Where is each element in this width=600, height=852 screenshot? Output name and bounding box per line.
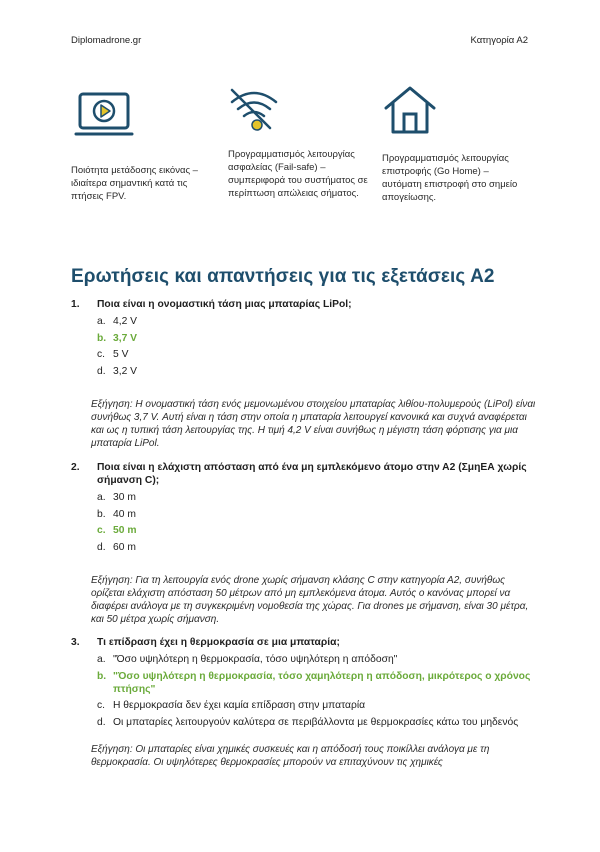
question-text: Τι επίδραση έχει η θερμοκρασία σε μια μπαταρία;: [97, 637, 340, 648]
answer-option: d. 60 m: [97, 541, 136, 553]
answer-option: d. 3,2 V: [97, 365, 138, 377]
answer-option: d. Οι μπαταρίες λειτουργούν καλύτερα σε περιβάλλοντα με θερμοκρασίες κάτω του μηδενός: [97, 716, 519, 728]
answer-option: a. 4,2 V: [97, 316, 138, 327]
question-number: 1.: [71, 299, 80, 310]
answer-option: b. 40 m: [97, 508, 136, 520]
answer-option-correct: b. "Όσο υψηλότερη η θερμοκρασία, τόσο χαμηλότερη η απόδοση, μικρότερος ο χρόνος πτήσης": [97, 670, 531, 695]
explanation: Εξήγηση: Για τη λειτουργία ενός drone χωρίς σήμανση κλάσης C στην κατηγορία Α2, συνήθως ορίζεται ελάχιστη απόσταση 50 μέτρων από μη εμπλεκόμενα άτομα. Αυτός ο κανόνας μπορεί να διαφέρει ανάλογα με τη συγκεκριμένη νομοθεσία της χώρας. Για drones με σήμανση, είναι 30 μέτρα, και 50 μέτρα χωρίς σήμανση.: [91, 574, 529, 625]
explanation: Εξήγηση: Οι μπαταρίες είναι χημικές συσκευές και η απόδοσή τους ποικίλλει ανάλογα με τη θερμοκρασία. Οι υψηλότερες θερμοκρασίες μπορούν να επιταχύνουν τις χημικές: [91, 743, 490, 768]
question-3: [71, 636, 541, 769]
video-monitor-icon: [74, 88, 134, 140]
site-name: Diplomadrone.gr: [71, 35, 142, 46]
answer-option-correct: b. 3,7 V: [97, 332, 138, 344]
category-label: Κατηγορία Α2: [470, 35, 528, 46]
question-text: Ποια είναι η ονομαστική τάση μιας μπαταρίας LiPol;: [97, 299, 352, 310]
answer-option: a. 30 m: [97, 492, 136, 503]
question-2: [71, 461, 541, 626]
feature-fpv-text: Ποιότητα μετάδοσης εικόνας – ιδιαίτερα σημαντική κατά τις πτήσεις FPV.: [71, 165, 198, 202]
answer-option: a. "Όσο υψηλότερη η θερμοκρασία, τόσο υψηλότερη η απόδοση": [97, 654, 398, 665]
section-title: Ερωτήσεις και απαντήσεις για τις εξετάσεις Α2: [71, 266, 495, 287]
answer-option: c. Η θερμοκρασία δεν έχει καμία επίδραση στην μπαταρία: [97, 700, 366, 711]
explanation: Εξήγηση: Η ονομαστική τάση ενός μεμονωμένου στοιχείου μπαταρίας λιθίου-πολυμερούς (LiPol) είναι συνήθως 3,7 V. Αυτή είναι η τάση στην οποία η μπαταρία λειτουργεί κανονικά και συχνά αναφέρεται και ως η τυπική τάση λειτουργίας της. Η τιμή 4,2 V είναι συνήθως η μέγιστη τάση φόρτισης για μια μπαταρία LiPol.: [91, 398, 536, 449]
home-icon: [382, 84, 438, 136]
question-number: 2.: [71, 462, 80, 473]
answer-option-correct: c. 50 m: [97, 525, 137, 536]
feature-failsafe-text: Προγραμματισμός λειτουργίας ασφαλείας (Fail-safe) – συμπεριφορά του συστήματος σε περίπτωση απώλειας σήματος.: [228, 149, 368, 199]
question-text: Ποια είναι η ελάχιστη απόσταση από ένα μη εμπλεκόμενο άτομο στην Α2 (ΣμηΕΑ χωρίς σήμανση C);: [97, 462, 527, 486]
question-1: [71, 298, 541, 450]
no-signal-icon: [226, 86, 282, 136]
question-number: 3.: [71, 637, 80, 648]
feature-gohome-text: Προγραμματισμός λειτουργίας επιστροφής (Go Home) – αυτόματη επιστροφή στο σημείο απογείωσης.: [382, 153, 518, 203]
answer-option: c. 5 V: [97, 349, 129, 360]
